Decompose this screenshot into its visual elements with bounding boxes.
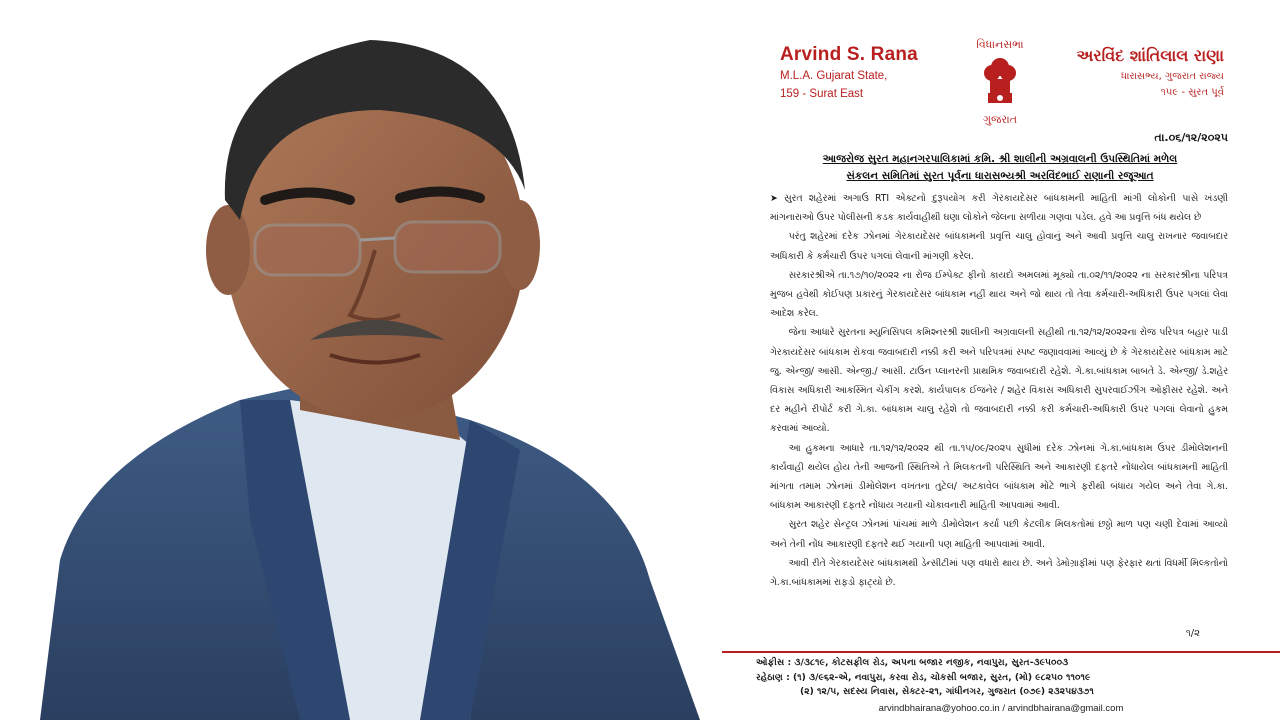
letterhead-footer: [756, 656, 1246, 700]
emblem-bottom-caption: ગુજરાત: [982, 113, 1018, 126]
residence-address-1: રહેઠાણ : (૧) ૩/૯૬૨-એ, નવાપુરા, કરવા રોડ, ચોકસી બજાર, સુરત, (મો) ૯૮૨૫૦ ૧૧૦૧૯: [756, 671, 1091, 683]
letterhead-document: [722, 0, 1280, 720]
subject-line-1: આજરોજ સુરત મહાનગરપાલિકામાં કમિ. શ્રી શાલીની અગ્રવાલની ઉપસ્થિતિમાં મળેલ: [822, 153, 1178, 165]
paragraph-4: જેના આધારે સુરતના મ્યુનિસિપલ કમિશ્નરશ્રી શાલીની અગ્રવાલની સહીથી તા.૧૨/૧૨/૨૦૨૨ના રોજ પરિપત્ર બહાર પાડી ગેરકાયદેસર બાંધકામ રોકવા જવાબદારી નક્કી કરી અને પરિપત્રમાં સ્પષ્ટ જણાવવામાં આવ્યું છે કે ગેરકાયદેસર બાંધકામ માટે જુ. એન્જી/ આસી. એન્જી./ આસી. ટાઉન પ્લાનરની પ્રાથમિક જવાબદારી રહેશે. ગે.કા.બાંધકામ બાબતે ડે. એન્જી/ ડે.શહેર વિકાસ અધિકારી આકસ્મિત ચેકીંગ કરશે. કાર્યપાલક ઈજનેર / શહેર વિકાસ અધિકારી સુપરવાઈઝીંગ ઓફીસર રહેશે. અને દર મહીને રીપોર્ટ કરી ગે.કા. બાંધકામ ચાલુ રહેશે તો જવાબદારી નક્કી કરી કર્મચારી-અધિકારી ઉપર પગલાં લેવાનો હુકમ કરવામાં આવ્યો.: [770, 327, 1228, 435]
paragraph-7: આવી રીતે ગેરકાયદેસર બાંધકામથી ડેન્સીટીમાં પણ વધારો થાય છે. અને ડેમોગ્રાફીમાં પણ ફેરફાર થતાં વિધર્મી મિલ્કતોનો ગે.કા.બાંધકામમાં રાફડો ફાટ્યો છે.: [770, 557, 1228, 589]
letter-body: [770, 189, 1228, 592]
office-address: ઓફીસ : ૩/૩૮૧૯, કોટસફીલ રોડ, અપના બજાર નજીક, નવાપુરા, સુરત-૩૯૫૦૦૩: [756, 657, 1069, 668]
subject-line-2: સંકલન સમિતિમાં સુરત પૂર્વના ધારાસભ્યશ્રી અરવિંદભાઈ રાણાની રજૂઆત: [846, 170, 1154, 182]
right-lens: [395, 222, 500, 272]
designation-english: M.L.A. Gujarat State,: [780, 70, 888, 82]
mla-name-english: Arvind S. Rana: [780, 44, 918, 65]
paragraph-6: સુરત શહેર સેન્ટ્રલ ઝોનમાં પાંચમાં માળે ડીમોલેશન કર્યા પછી કેટલીક મિલકતોમાં છઠ્ઠો માળ પણ ચણી દેવામાં આવ્યો અને તેની નોંધ આકારણી દફતરે થઈ ગયાની પણ માહિતી આપવામાં આવી.: [770, 519, 1228, 550]
constituency-gujarati: ૧૫૯ - સુરત પૂર્વ: [1160, 87, 1224, 98]
lion-capital-icon: [980, 51, 1020, 109]
designation-gujarati: ધારાસભ્ય, ગુજરાત રાજ્ય: [1120, 71, 1224, 82]
paragraph-2: પરંતુ શહેરમાં દરેક ઝોનમાં ગેરકાયદેસર બાંધકામની પ્રવૃત્તિ ચાલુ હોવાનું અને આવી પ્રવૃત્તિ ચાલુ રાખનાર જવાબદાર અધિકારી કે કર્મચારી ઉપર પગલાં લેવાની માંગણી કરેલ.: [770, 231, 1228, 262]
page-number: ૧/૨: [1185, 628, 1200, 639]
residence-address-2: (૨) ૧૨/૫, સદસ્ય નિવાસ, સેક્ટર-૨૧, ગાંધીનગર, ગુજરાત (૦૭૯) ૨૩૨૫૪૩૭૧: [800, 686, 1094, 697]
letter-subject: [772, 151, 1228, 185]
mla-name-gujarati: અરવિંદ શાંતિલાલ રાણા: [1076, 46, 1224, 65]
footer-divider: [722, 651, 1280, 653]
state-emblem: [960, 38, 1040, 126]
right-ear: [500, 200, 540, 290]
left-lens: [255, 225, 360, 275]
email-addresses: arvindbhairana@yohoo.co.in / arvindbhairana@gmail.com: [878, 703, 1124, 714]
constituency-english: 159 - Surat East: [780, 88, 864, 100]
paragraph-5: આ હુકમના આધારે તા.૧૨/૧૨/૨૦૨૨ થી તા.૧૫/૦૯/૨૦૨૫ સુધીમાં દરેક ઝોનમાં ગે.કા.બાંધકામ ઉપર ડીમોલેશનની કાર્યવાહી થયેલ હોય તેની આજની સ્થિતિએ તે મિલકતની પરિસ્થિતિ અને આકારણી દફતરે નોંધાયેલ બાંધકામની માહિતી માંગતા તમામ ઝોનમાં ડીમોલેશન વખતના તુટેલ/ અટકાવેલ બાંધકામ મોટે ભાગે ફરીથી બંધાય ગયેલ અને તેવા ગે.કા. બાંધકામ આકારણી દફતરે નોંધાય ગયાની ચોંકાવનારી માહિતી આપવામાં આવી.: [770, 442, 1228, 512]
left-ear: [206, 205, 250, 295]
paragraph-1: ➤ સુરત શહેરમાં અગાઉ RTI એક્ટનો દુરૂપયોગ કરી ગેરકાયદેસર બાંધકામની માહિતી માંગી લોકોની પાસે ખંડણી માંગનારાઓ ઉપર પોલીસની કડક કાર્યવાહીથી ઘણા લોકોને જેલના સળીયા ગણવા પડેલ. હવે આ પ્રવૃત્તિ બંધ થયેલ છે: [770, 189, 1228, 227]
emblem-top-caption: વિધાનસભા: [976, 38, 1024, 51]
letter-date: તા.૦૬/૧૨/૨૦૨૫: [1154, 131, 1228, 144]
paragraph-3: સરકારશ્રીએ તા.૧૭/૧૦/૨૦૨૨ ના રોજ ઈમ્પેક્ટ ફીનો કાયદો અમલમાં મૂક્યો તા.૦૨/૧૧/૨૦૨૨ ના સરકારશ્રીના પરિપત્ર મુજબ હવેથી કોઈપણ પ્રકારનું ગેરકાયદેસર બાંધકામ નહીં થાય અને જો થાય તો તેવા કર્મચારી-અધિકારી ઉપર પગલાં લેવા આદેશ કરેલ.: [770, 269, 1228, 320]
arrow-bullet-icon: ➤: [770, 193, 778, 204]
